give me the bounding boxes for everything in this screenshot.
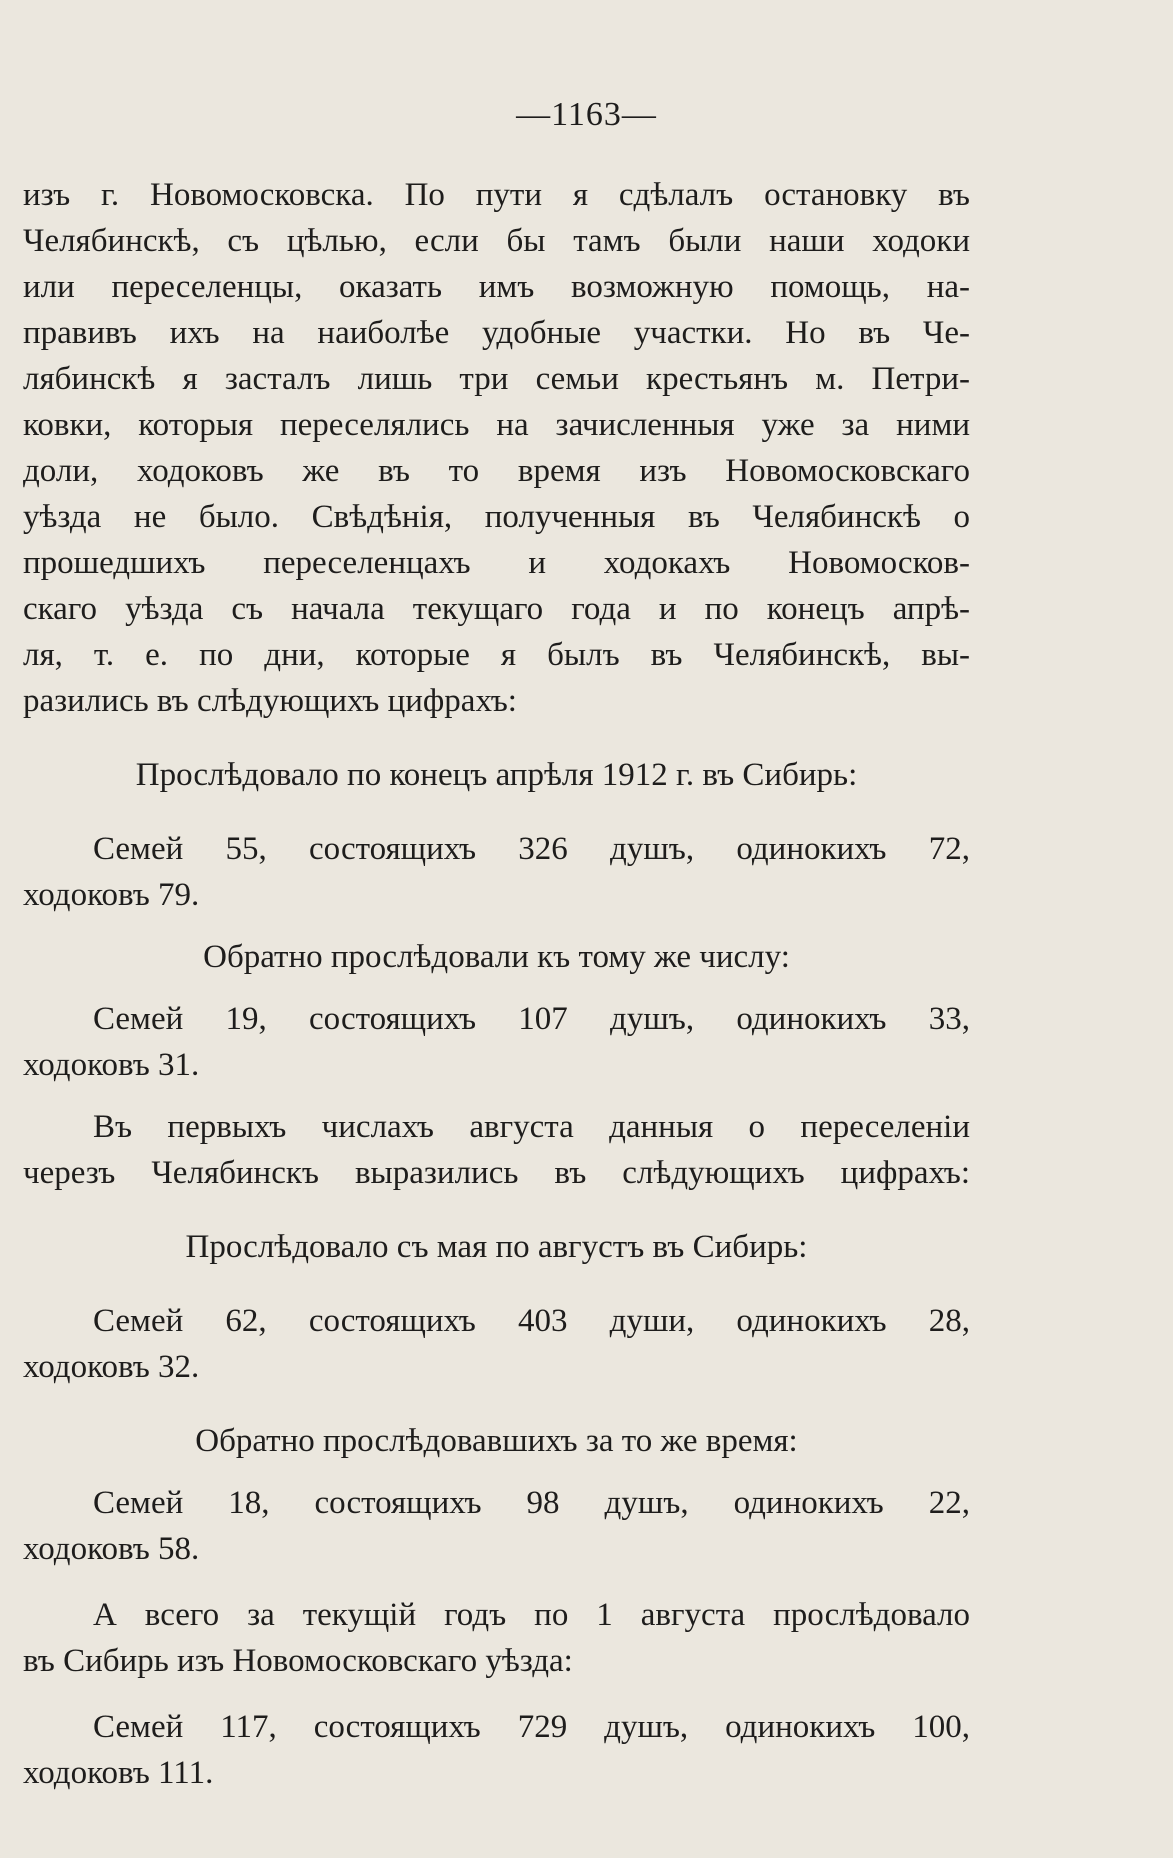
text-line: правивъ ихъ на наиболѣе удобные участки. Но въ Че-: [23, 315, 970, 351]
text-line: ля, т. е. по дни, которые я былъ въ Челябинскѣ, вы-: [23, 637, 970, 673]
text-line: изъ г. Новомосковска. По пути я сдѣлалъ остановку въ: [23, 177, 970, 213]
section-heading: Обратно прослѣдовавшихъ за то же время:: [195, 1423, 798, 1459]
stats-line: Семей 62, состоящихъ 403 души, одинокихъ 28,: [93, 1303, 970, 1339]
text-line: ковки, которыя переселялись на зачисленныя уже за ними: [23, 407, 970, 443]
text-line: въ Сибирь изъ Новомосковскаго уѣзда:: [23, 1643, 573, 1679]
stats-line: ходоковъ 32.: [23, 1349, 200, 1385]
stats-line: Семей 55, состоящихъ 326 душъ, одинокихъ 72,: [93, 831, 970, 867]
stats-line: Семей 19, состоящихъ 107 душъ, одинокихъ 33,: [93, 1001, 970, 1037]
section-heading: Прослѣдовало по конецъ апрѣля 1912 г. въ Сибирь:: [135, 757, 858, 793]
stats-line: ходоковъ 111.: [23, 1755, 214, 1791]
text-line: лябинскѣ я засталъ лишь три семьи крестьянъ м. Петри-: [23, 361, 970, 397]
page-number: —1163—: [516, 96, 657, 133]
text-line: доли, ходоковъ же въ то время изъ Новомосковскаго: [23, 453, 970, 489]
text-line: разились въ слѣдующихъ цифрахъ:: [23, 683, 517, 719]
text-line: черезъ Челябинскъ выразились въ слѣдующихъ цифрахъ:: [23, 1155, 970, 1191]
section-heading: Обратно прослѣдовали къ тому же числу:: [203, 939, 790, 975]
text-body: [23, 172, 970, 1796]
text-line: или переселенцы, оказать имъ возможную помощь, на-: [23, 269, 970, 305]
text-line: А всего за текущiй годъ по 1 августа прослѣдовало: [93, 1597, 970, 1633]
stats-line: ходоковъ 31.: [23, 1047, 200, 1083]
text-line: уѣзда не было. Свѣдѣнія, полученныя въ Челябинскѣ о: [23, 499, 970, 535]
stats-line: Семей 117, состоящихъ 729 душъ, одинокихъ 100,: [93, 1709, 970, 1745]
stats-line: Семей 18, состоящихъ 98 душъ, одинокихъ 22,: [93, 1485, 970, 1521]
stats-line: ходоковъ 79.: [23, 877, 200, 913]
text-line: Челябинскѣ, съ цѣлью, если бы тамъ были наши ходоки: [23, 223, 970, 259]
text-line: скаго уѣзда съ начала текущаго года и по конецъ апрѣ-: [23, 591, 970, 627]
section-heading: Прослѣдовало съ мая по августъ въ Сибирь:: [185, 1229, 808, 1265]
stats-line: ходоковъ 58.: [23, 1531, 200, 1567]
text-line: Въ первыхъ числахъ августа данныя о переселенiи: [93, 1109, 970, 1145]
text-line: прошедшихъ переселенцахъ и ходокахъ Новомосков-: [23, 545, 970, 581]
